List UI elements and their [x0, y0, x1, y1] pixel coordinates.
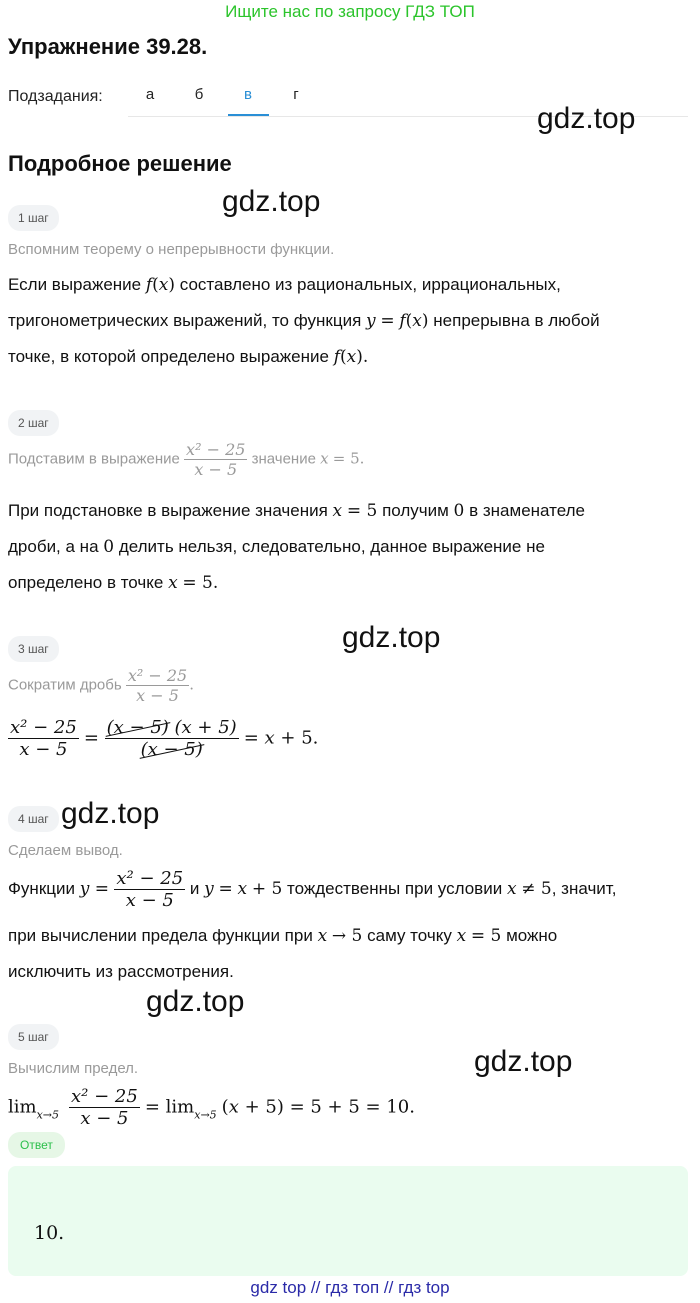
step-badge: 2 шаг: [8, 410, 59, 436]
step-text: исключить из рассмотрения.: [8, 962, 234, 981]
step-formula: $\frac{\text{x² − 25}}{x - 5}$ = $\frac{(x - 5) (x + 5)}{(x - 5)}$ = x + 5.: [10, 717, 319, 760]
step-text: тригонометрических выражений, то функция y = f(x) непрерывна в любой: [8, 311, 600, 331]
tab-a[interactable]: а: [145, 86, 155, 103]
tab-v[interactable]: в: [244, 86, 252, 103]
watermark: gdz.top: [342, 621, 441, 654]
step-text: Функции y = $\frac{\text{x² − 25}}{x - 5}$ и y = x + 5 тождественны при условии x ≠ 5, значит,: [8, 868, 617, 911]
watermark: gdz.top: [61, 797, 160, 830]
active-tab-indicator: [228, 114, 269, 116]
step-hint: Сократим дробь $\frac{\text{x² − 25}}{x - 5}$ .: [8, 666, 194, 705]
step-badge: 1 шаг: [8, 205, 59, 231]
step-text: Если выражение f(x) составлено из рациональных, иррациональных,: [8, 275, 561, 295]
step-hint: Сделаем вывод.: [8, 842, 123, 859]
footer-links[interactable]: gdz top // гдз топ // гдз top: [250, 1278, 450, 1297]
step-text: дроби, а на 0 делить нельзя, следовательно, данное выражение не: [8, 537, 545, 557]
answer-box: [8, 1166, 688, 1276]
step-text: определено в точке x = 5.: [8, 573, 219, 593]
step-hint: Вычислим предел.: [8, 1060, 139, 1077]
step-text: при вычислении предела функции при x → 5 саму точку x = 5 можно: [8, 926, 558, 946]
top-banner: Ищите нас по запросу ГДЗ ТОП: [225, 2, 475, 21]
step-badge: 3 шаг: [8, 636, 59, 662]
solution-title: Подробное решение: [8, 151, 232, 176]
page-title: Упражнение 39.28.: [8, 34, 208, 59]
step-text: При подстановке в выражение значения x = 5 получим 0 в знаменателе: [8, 501, 585, 521]
answer-value: 10.: [34, 1222, 65, 1244]
watermark: gdz.top: [146, 985, 245, 1018]
step-hint: Вспомним теорему о непрерывности функции.: [8, 241, 335, 258]
watermark: gdz.top: [222, 185, 321, 218]
tab-b[interactable]: б: [194, 86, 204, 103]
answer-badge: Ответ: [8, 1132, 65, 1158]
step-formula: $\lim_{x\to 5}$ $\frac{\text{x² − 25}}{x - 5}$ = $\lim_{x\to 5} (x + 5) = 5 + 5 = 10$.: [8, 1086, 415, 1129]
step-text: точке, в которой определено выражение f(x).: [8, 347, 369, 367]
step-hint: Подставим в выражение $\frac{\text{x² − 25}}{x - 5}$ значение x = 5.: [8, 440, 365, 479]
watermark: gdz.top: [474, 1045, 573, 1078]
step-badge: 4 шаг: [8, 806, 59, 832]
subtasks-label: Подзадания:: [8, 88, 103, 105]
step-badge: 5 шаг: [8, 1024, 59, 1050]
watermark: gdz.top: [537, 102, 636, 135]
tab-g[interactable]: г: [293, 86, 299, 103]
